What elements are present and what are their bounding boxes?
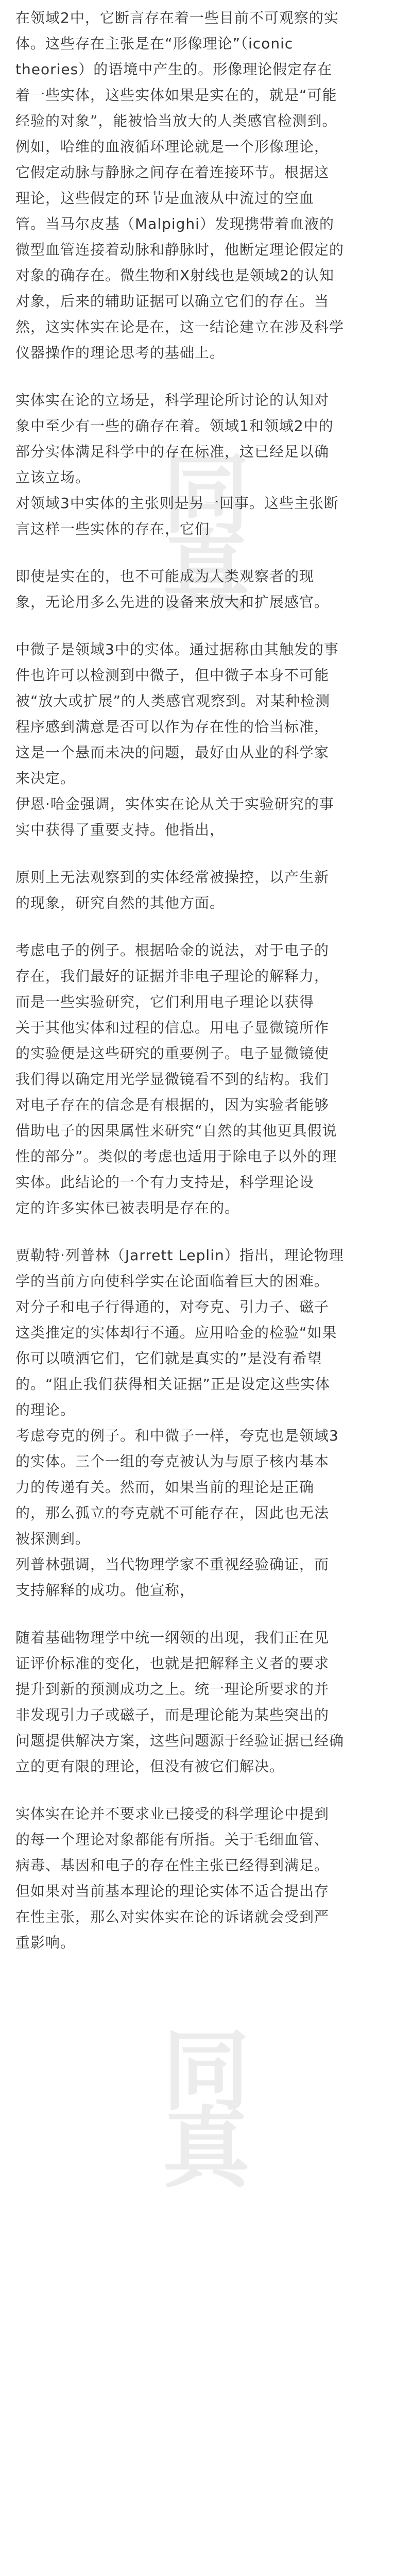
paragraph-line: 经验的对象”，能被恰当放大的人类感官检测到。 — [15, 112, 337, 129]
paragraph-line: 考虑电子的例子。根据哈金的说法，对于电子的 — [15, 942, 330, 959]
watermark-glyph: 真 — [162, 2097, 250, 2200]
paragraph-line: 关于其他实体和过程的信息。用电子显微镜所作 — [15, 1019, 330, 1036]
paragraph-line: 对象，后来的辅助证据可以确立它们的存在。当 — [15, 293, 330, 310]
paragraph-line: 的每一个理论对象都能有所指。关于毛细血管、 — [15, 1831, 330, 1848]
paragraph-line: 的。“阻止我们获得相关证据”正是设定这些实体 — [15, 1376, 331, 1393]
paragraph-line: 体。这些存在主张是在“形像理论”（iconic — [15, 35, 294, 52]
paragraph-line: 你可以喷洒它们，它们就是真实的”是没有希望 — [15, 1350, 322, 1367]
paragraph-line: 立的更有限的理论，但没有被它们解决。 — [15, 1758, 285, 1775]
article-paragraph — [15, 564, 397, 615]
paragraph-line: 而是一些实验研究，它们利用电子理论以获得 — [15, 993, 315, 1010]
paragraph-line: 借助电子的因果属性来研究“自然的其他更具假说 — [15, 1122, 337, 1139]
paragraph-line: 非发现引力子或磁子，而是理论能为某些突出的 — [15, 1706, 330, 1723]
paragraph-line: 病毒、基因和电子的存在性主张已经得到满足。 — [15, 1857, 330, 1874]
article-paragraph — [15, 1423, 397, 1552]
paragraph-line: 定的许多实体已被表明是存在的。 — [15, 1199, 240, 1216]
paragraph-line: 但如果对当前基本理论的理论实体不适合提出存 — [15, 1883, 330, 1900]
paragraph-line: 的实验便是这些研究的重要例子。电子显微镜使 — [15, 1045, 330, 1062]
article-paragraph — [15, 5, 397, 366]
paragraph-line: 然，这实体实在论是在，这一结论建立在涉及科学 — [15, 318, 345, 335]
paragraph-line: 的，那么孤立的夸克就不可能存在，因此也无法 — [15, 1504, 330, 1521]
article-paragraph — [15, 1243, 397, 1423]
paragraph-line: 随着基础物理学中统一纲领的出现，我们正在见 — [15, 1629, 330, 1646]
paragraph-line: 原则上无法观察到的实体经常被操控，以产生新 — [15, 869, 330, 886]
paragraph-line: 象，无论用多么先进的设备来放大和扩展感官。 — [15, 594, 330, 611]
paragraph-line: 理论，这些假定的环节是血液从中流过的空血 — [15, 190, 315, 207]
paragraph-line: 这是一个悬而未决的问题，最好由从业的科学家 — [15, 744, 330, 761]
paragraph-line: 这类推定的实体却行不通。应用哈金的检验“如果 — [15, 1324, 337, 1341]
paragraph-line: 重影响。 — [15, 1934, 76, 1951]
paragraph-line: 仪器操作的理论思考的基础上。 — [15, 344, 225, 361]
paragraph-line: 在领域2中，它断言存在着一些目前不可观察的实 — [15, 9, 339, 26]
paragraph-line: 存在，我们最好的证据并非电子理论的解释力， — [15, 968, 330, 985]
paragraph-line: 实体实在论的立场是，科学理论所讨论的认知对 — [15, 392, 330, 409]
paragraph-line: 提升到新的预测成功之上。统一理论所要求的并 — [15, 1681, 330, 1698]
article-paragraph — [15, 938, 397, 1221]
paragraph-line: 贾勒特·列普林（Jarrett Leplin）指出，理论物理 — [15, 1247, 344, 1264]
paragraph-line: 对电子存在的信念是有根据的，因为实验者能够 — [15, 1096, 330, 1113]
paragraph-line: 被探测到。 — [15, 1530, 91, 1547]
paragraph-line: 例如，哈维的血液循环理论就是一个形像理论， — [15, 138, 330, 155]
paragraph-line: 实体。此结论的一个有力支持是，科学理论设 — [15, 1174, 315, 1191]
paragraph-line: 来决定。 — [15, 770, 76, 787]
paragraph-line: 着一些实体，这些实体如果是实在的，就是“可能 — [15, 87, 337, 104]
watermark-glyph: 同 — [162, 443, 250, 546]
paragraph-line: 我们得以确定用光学显微镜看不到的结构。我们 — [15, 1071, 330, 1088]
paragraph-line: 件也许可以检测到中微子，但中微子本身不可能 — [15, 667, 330, 684]
paragraph-line: 对分子和电子行得通的，对夸克、引力子、磁子 — [15, 1298, 330, 1315]
paragraph-line: 部分实体满足科学中的存在标准，这已经足以确 — [15, 443, 330, 460]
article-paragraph — [15, 865, 397, 916]
paragraph-line: 被“放大或扩展”的人类感官观察到。对某种检测 — [15, 692, 331, 709]
paragraph-line: 对领域3中实体的主张则是另一回事。这些主张断 — [15, 495, 339, 512]
paragraph-line: 象中至少有一些的确存在着。领域1和领域2中的 — [15, 417, 334, 434]
article-paragraph — [15, 1625, 397, 1780]
article-paragraph — [15, 1801, 397, 1956]
paragraph-line: 伊恩·哈金强调，实体实在论从关于实验研究的事 — [15, 795, 334, 812]
paragraph-line: 列普林强调，当代物理学家不重视经验确证，而 — [15, 1556, 330, 1573]
paragraph-line: 实中获得了重要支持。他指出， — [15, 821, 225, 838]
paragraph-line: 问题提供解决方案，这些问题源于经验证据已经确 — [15, 1732, 345, 1749]
article-paragraph — [15, 1552, 397, 1603]
watermark-glyph: 真 — [162, 520, 250, 623]
paragraph-line: 中微子是领域3中的实体。通过据称由其触发的事 — [15, 641, 339, 658]
paragraph-line: 程序感到满意是否可以作为存在性的恰当标准， — [15, 718, 330, 735]
paragraph-line: 即使是实在的，也不可能成为人类观察者的现 — [15, 568, 315, 585]
paragraph-line: 微型血管连接着动脉和静脉时，他断定理论假定的 — [15, 241, 345, 258]
paragraph-line: 性的部分”。类似的考虑也适用于除电子以外的理 — [15, 1148, 337, 1165]
paragraph-line: 的实体。三个一组的夸克被认为与原子核内基本 — [15, 1453, 330, 1470]
paragraph-line: 实体实在论并不要求业已接受的科学理论中提到 — [15, 1805, 330, 1822]
article-body — [15, 5, 397, 1956]
paragraph-line: 的现象，研究自然的其他方面。 — [15, 894, 225, 911]
paragraph-line: 考虑夸克的例子。和中微子一样，夸克也是领域3 — [15, 1427, 339, 1444]
paragraph-line: 的理论。 — [15, 1401, 76, 1418]
article-paragraph — [15, 637, 397, 791]
paragraph-line: 学的当前方向使科学实在论面临着巨大的困难。 — [15, 1273, 330, 1290]
paragraph-line: 它假定动脉与静脉之间存在着连接环节。根据这 — [15, 164, 330, 181]
paragraph-line: 证评价标准的变化，也就是把解释主义者的要求 — [15, 1655, 330, 1672]
paragraph-line: 支持解释的成功。他宣称， — [15, 1582, 195, 1599]
paragraph-line: 立该立场。 — [15, 469, 91, 486]
article-paragraph — [15, 490, 397, 542]
watermark-glyph: 同 — [162, 2020, 250, 2123]
paragraph-line: 在性主张，那么对实体实在论的诉诸就会受到严 — [15, 1908, 330, 1925]
article-paragraph — [15, 387, 397, 490]
paragraph-line: 力的传递有关。然而，如果当前的理论是正确 — [15, 1479, 315, 1496]
paragraph-line: 对象的确存在。微生物和X射线也是领域2的认知 — [15, 267, 334, 284]
paragraph-line: 管。当马尔皮基（Malpighi）发现携带着血液的 — [15, 215, 334, 232]
article-paragraph — [15, 791, 397, 843]
paragraph-line: theories）的语境中产生的。形像理论假定存在 — [15, 61, 333, 78]
paragraph-line: 言这样一些实体的存在，它们 — [15, 520, 210, 537]
